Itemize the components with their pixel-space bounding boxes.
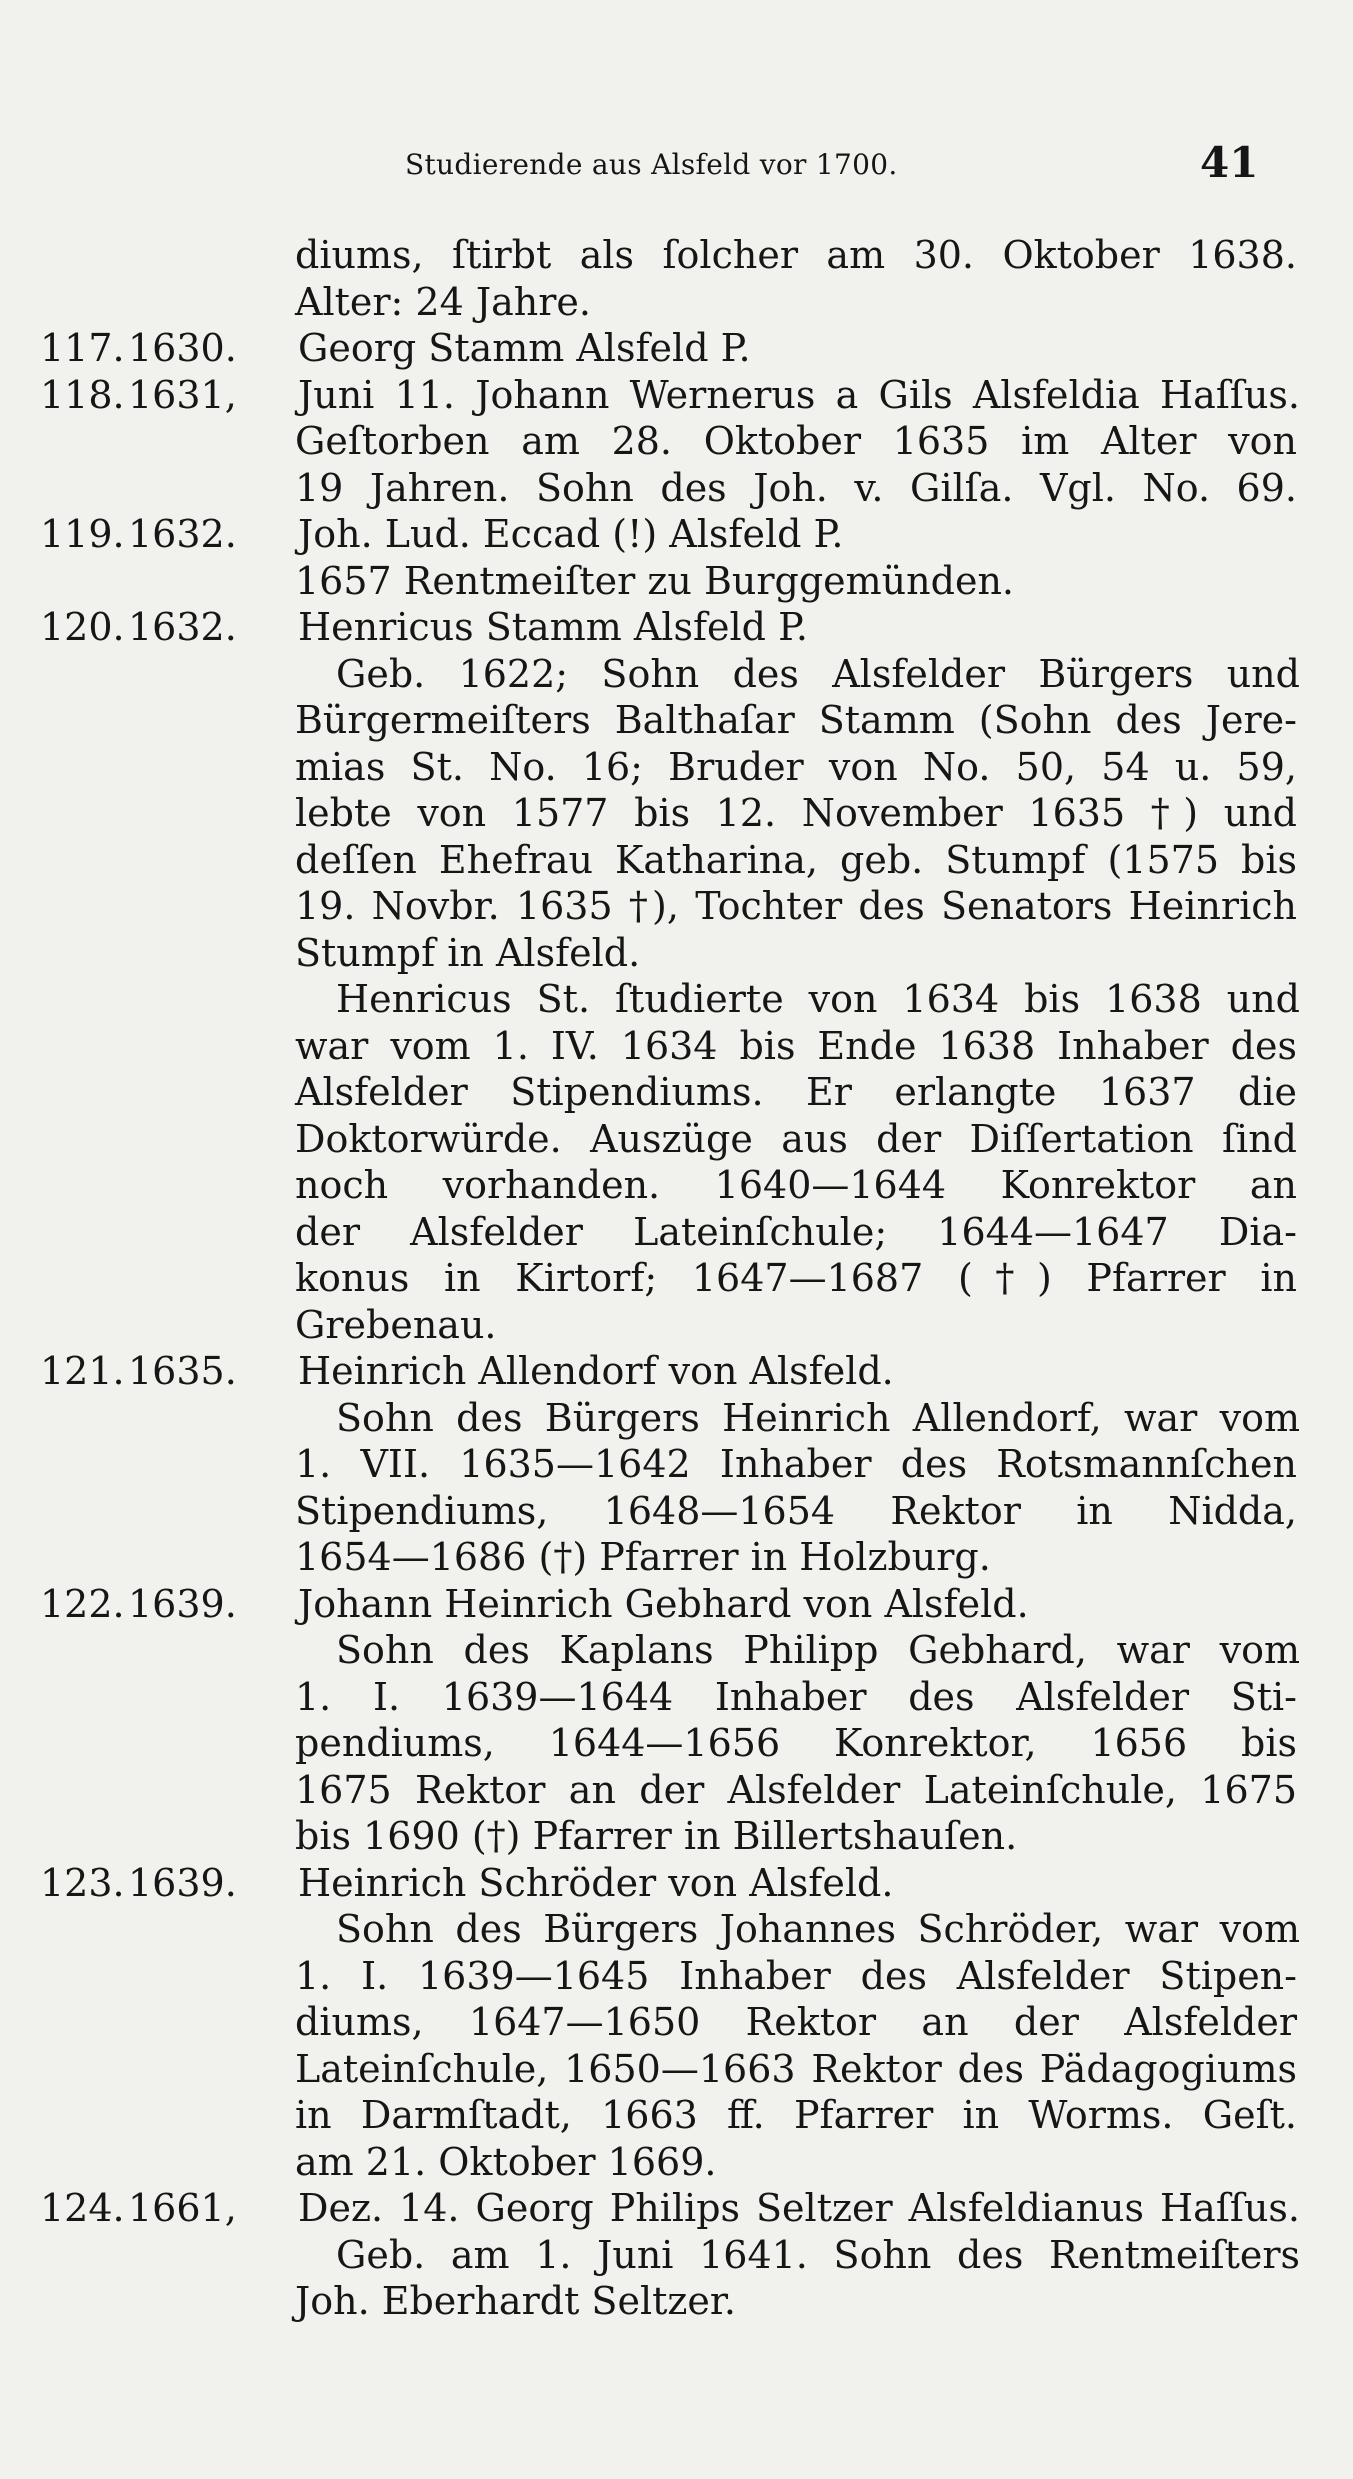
text-line xyxy=(40,2092,1300,2139)
entry-year: 1639. xyxy=(128,1860,237,1905)
entry-line xyxy=(40,1860,1300,1907)
text-line xyxy=(40,1720,1300,1767)
entry-year: 1639. xyxy=(128,1581,237,1626)
line-text: Henricus St. ſtudierte von 1634 bis 1638 und xyxy=(336,977,1300,1021)
line-text: bis 1690 (†) Pfarrer in Billertshauſen. xyxy=(295,1814,1018,1858)
text-line xyxy=(40,232,1300,279)
line-text: Geſtorben am 28. Oktober 1635 im Alter von xyxy=(295,419,1297,463)
text-line xyxy=(40,1488,1300,1535)
entry-year: 1632. xyxy=(128,512,237,556)
line-text: 19 Jahren. Sohn des Joh. v. Gilſa. Vgl. No. 69. xyxy=(295,465,1297,510)
line-text: diums, ſtirbt als ſolcher am 30. Oktober 1638. xyxy=(295,233,1297,277)
line-text: Georg Stamm Alsfeld P. xyxy=(298,326,751,370)
line-text: Joh. Eberhardt Seltzer. xyxy=(295,2279,736,2323)
text-line xyxy=(40,1441,1300,1488)
text-line xyxy=(40,279,1300,326)
text-line xyxy=(40,1627,1300,1674)
entry-line xyxy=(40,325,1300,372)
line-text: Grebenau. xyxy=(295,1302,497,1347)
entry-year: 1631, xyxy=(128,372,237,417)
line-text: 1. I. 1639—1644 Inhaber des Alsfelder Sti- xyxy=(295,1674,1297,1719)
line-text: mias St. No. 16; Bruder von No. 50, 54 u. 59, xyxy=(295,744,1297,789)
line-text: Geb. 1622; Sohn des Alsfelder Bürgers und xyxy=(336,651,1300,696)
line-text: Heinrich Allendorf von Alsfeld. xyxy=(298,1349,894,1393)
entry-line xyxy=(40,604,1300,651)
line-text: Dez. 14. Georg Philips Seltzer Alsfeldianus Haſſus. xyxy=(298,2186,1300,2230)
running-title: Studierende aus Alsfeld vor 1700. xyxy=(405,148,898,181)
text-line xyxy=(40,1534,1300,1581)
entry-number: 117. xyxy=(40,326,125,370)
text-line xyxy=(40,1999,1300,2046)
page-number: 41 xyxy=(1200,138,1259,187)
text-line xyxy=(40,1813,1300,1860)
line-text: diums, 1647—1650 Rektor an der Alsfelder xyxy=(295,2000,1297,2044)
text-line xyxy=(40,1116,1300,1163)
line-text: Doktorwürde. Auszüge aus der Diſſertation ſind xyxy=(295,1116,1297,1161)
line-text: pendiums, 1644—1656 Konrektor, 1656 bis xyxy=(295,1721,1297,1765)
text-line xyxy=(40,930,1300,977)
text-line xyxy=(40,465,1300,512)
line-text: 1654—1686 (†) Pfarrer in Holzburg. xyxy=(295,1535,991,1579)
line-text: Stipendiums, 1648—1654 Rektor in Nidda, xyxy=(295,1488,1297,1533)
entry-number: 119. xyxy=(40,512,125,556)
text-line xyxy=(40,2046,1300,2093)
text-line xyxy=(40,1674,1300,1721)
text-line xyxy=(40,2232,1300,2279)
line-text: Sohn des Bürgers Johannes Schröder, war vom xyxy=(336,1907,1300,1951)
line-text: 1. VII. 1635—1642 Inhaber des Rotsmannſchen xyxy=(295,1442,1297,1486)
text-line xyxy=(40,558,1300,605)
text-line xyxy=(40,1302,1300,1349)
entry-year: 1630. xyxy=(128,326,237,370)
text-line xyxy=(40,837,1300,884)
entry-line xyxy=(40,1581,1300,1628)
text-line xyxy=(40,1395,1300,1442)
line-text: Henricus Stamm Alsfeld P. xyxy=(298,605,809,649)
line-text: in Darmſtadt, 1663 ff. Pfarrer in Worms. Geſt. xyxy=(295,2093,1297,2137)
entry-number: 122. xyxy=(40,1581,125,1626)
text-line xyxy=(40,976,1300,1023)
text-line xyxy=(40,1767,1300,1814)
line-text: Alter: 24 Jahre. xyxy=(295,279,591,324)
line-text: Alsfelder Stipendiums. Er erlangte 1637 die xyxy=(295,1070,1297,1114)
line-text: am 21. Oktober 1669. xyxy=(295,2139,717,2184)
line-text: 1657 Rentmeiſter zu Burggemünden. xyxy=(295,558,1014,603)
text-line xyxy=(40,1209,1300,1256)
line-text: noch vorhanden. 1640—1644 Konrektor an xyxy=(295,1163,1297,1207)
line-text: Juni 11. Johann Wernerus a Gils Alsfeldia Haſſus. xyxy=(298,372,1300,417)
text-line xyxy=(40,1023,1300,1070)
text-line xyxy=(40,744,1300,791)
entry-number: 124. xyxy=(40,2186,125,2230)
line-text: deſſen Ehefrau Katharina, geb. Stumpf (1575 bis xyxy=(295,837,1297,882)
text-line xyxy=(40,2278,1300,2325)
line-text: 1. I. 1639—1645 Inhaber des Alsfelder Stipen- xyxy=(295,1953,1297,1998)
text-line xyxy=(40,1906,1300,1953)
line-text: Bürgermeiſters Balthaſar Stamm (Sohn des Jere- xyxy=(295,698,1297,742)
entry-line xyxy=(40,1348,1300,1395)
entry-line xyxy=(40,372,1300,419)
entry-year: 1632. xyxy=(128,605,237,649)
text-line xyxy=(40,790,1300,837)
entry-year: 1661, xyxy=(128,2186,237,2230)
entry-number: 123. xyxy=(40,1860,125,1905)
text-line xyxy=(40,1953,1300,2000)
text-line xyxy=(40,2139,1300,2186)
line-text: Geb. am 1. Juni 1641. Sohn des Rentmeiſters xyxy=(336,2232,1300,2277)
line-text: Stumpf in Alsfeld. xyxy=(295,930,641,975)
text-line xyxy=(40,1162,1300,1209)
text-line xyxy=(40,418,1300,465)
entry-number: 121. xyxy=(40,1349,125,1393)
line-text: Lateinſchule, 1650—1663 Rektor des Pädagogiums xyxy=(295,2046,1297,2091)
line-text: 19. Novbr. 1635 †), Tochter des Senators Heinrich xyxy=(295,884,1297,928)
entry-line xyxy=(40,2185,1300,2232)
text-line xyxy=(40,1069,1300,1116)
line-text: Sohn des Bürgers Heinrich Allendorf, war vom xyxy=(336,1395,1300,1440)
entry-year: 1635. xyxy=(128,1349,237,1393)
line-text: Heinrich Schröder von Alsfeld. xyxy=(298,1860,894,1905)
line-text: Johann Heinrich Gebhard von Alsfeld. xyxy=(298,1581,1029,1626)
line-text: 1675 Rektor an der Alsfelder Lateinſchule, 1675 xyxy=(295,1767,1297,1812)
line-text: lebte von 1577 bis 12. November 1635 †) und xyxy=(295,791,1297,835)
line-text: Joh. Lud. Eccad (!) Alsfeld P. xyxy=(298,512,844,556)
text-line xyxy=(40,697,1300,744)
entry-number: 120. xyxy=(40,605,125,649)
entry-line xyxy=(40,511,1300,558)
text-line xyxy=(40,651,1300,698)
text-line xyxy=(40,883,1300,930)
line-text: konus in Kirtorf; 1647—1687 (†) Pfarrer in xyxy=(295,1256,1297,1300)
line-text: war vom 1. IV. 1634 bis Ende 1638 Inhaber des xyxy=(295,1023,1297,1068)
page-body-text xyxy=(40,232,1300,2325)
text-line xyxy=(40,1255,1300,1302)
entry-number: 118. xyxy=(40,372,125,417)
line-text: Sohn des Kaplans Philipp Gebhard, war vom xyxy=(336,1628,1300,1672)
line-text: der Alsfelder Lateinſchule; 1644—1647 Dia- xyxy=(295,1209,1297,1254)
